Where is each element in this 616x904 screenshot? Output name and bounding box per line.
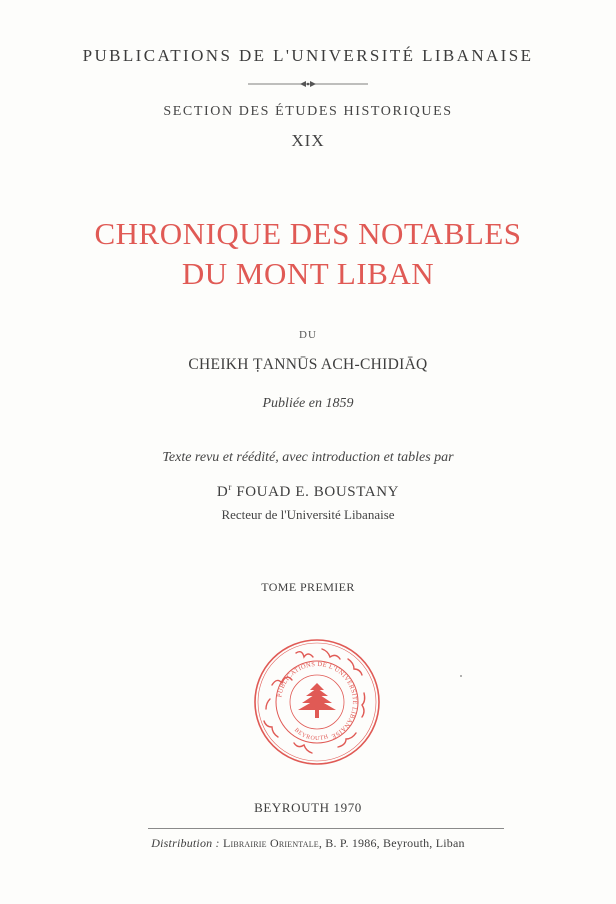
book-title-line1: CHRONIQUE DES NOTABLES [94,216,522,251]
seal-outer-text: PUBLICATIONS DE L'UNIVERSITÉ LIBANAISE [276,660,359,740]
publication-date: Publiée en 1859 [262,396,354,411]
university-seal [252,637,382,767]
tome-label: TOME PREMIER [261,580,355,594]
author-preposition: DU [299,329,317,341]
svg-text:BEYROUTH [293,727,330,742]
publisher-name: PUBLICATIONS DE L'UNIVERSITÉ LIBANAISE [82,46,534,65]
place-year: BEYROUTH 1970 [254,800,362,815]
distributor-address: , B. P. 1986, Beyrouth, Liban [318,836,465,850]
distributor-name: Librairie Orientale [222,836,319,850]
paper-speck [460,675,462,677]
distribution-line [0,836,616,851]
editor-name [0,482,616,501]
editorial-note: Texte revu et réédité, avec introduction et tables par [162,450,454,465]
editor-title-sup: r [228,482,232,492]
book-title-line2: DU MONT LIBAN [181,256,435,291]
editor-role: Recteur de l'Université Libanaise [221,507,395,522]
distribution-label: Distribution : [151,836,220,850]
volume-number: XIX [291,131,325,150]
editor-full-name: FOUAD E. BOUSTANY [236,484,400,500]
distribution-rule [148,828,504,829]
ornament-rule-icon [248,79,368,89]
ornament-divider [0,76,616,94]
author-name: CHEIKH ṬANNŪS ACH-CHIDIĀQ [188,356,428,373]
editor-title: D [216,484,229,500]
series-title: SECTION DES ÉTUDES HISTORIQUES [163,104,453,119]
seal-inner-text: BEYROUTH [292,727,330,743]
cedar-tree-icon [298,683,336,718]
